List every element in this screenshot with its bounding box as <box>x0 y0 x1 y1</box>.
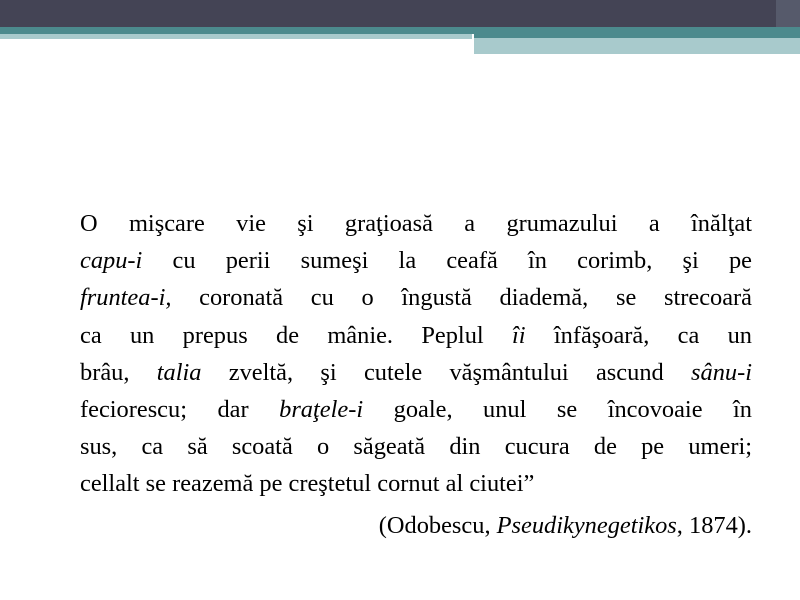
quote-text: feciorescu; dar <box>80 395 280 423</box>
quote-paragraph <box>80 205 752 503</box>
header-band-divider <box>472 34 474 54</box>
quote-line <box>80 242 752 279</box>
header-band-light-right <box>474 38 800 54</box>
citation <box>80 507 752 544</box>
header-band-dark-accent <box>776 0 800 27</box>
citation-close: , 1874). <box>676 512 752 539</box>
quote-line <box>80 279 752 316</box>
quote-line <box>80 391 752 428</box>
quote-italic-word: capu-i <box>80 247 143 275</box>
quote-text: sus, ca să scoată o săgeată din cucura de pe umeri; <box>80 433 752 461</box>
quote-line <box>80 317 752 354</box>
quote-italic-word: îi <box>511 321 526 349</box>
quote-text: ca un prepus de mânie. Peplul <box>80 321 512 349</box>
citation-work-title: Pseudikynegetikos <box>496 512 677 539</box>
quote-text: goale, unul se încovoaie în <box>363 395 752 423</box>
quote-line <box>80 428 752 465</box>
quote-italic-word: talia <box>156 358 202 386</box>
quote-line <box>80 205 752 242</box>
header-band-dark <box>0 0 800 27</box>
quote-italic-word: fruntea-i, <box>80 284 172 312</box>
quote-text: brâu, <box>80 358 157 386</box>
quote-text: cu perii sumeşi la ceafă în corimb, şi pe <box>142 247 752 275</box>
quote-text: coronată cu o îngustă diademă, se strecoară <box>171 284 752 312</box>
quote-text: cellalt se reazemă pe creştetul cornut al ciutei” <box>80 470 535 498</box>
quote-line <box>80 354 752 391</box>
quote-italic-word: sânu-i <box>691 358 752 386</box>
quote-line <box>80 465 752 502</box>
quote-italic-word: braţele-i <box>279 395 364 423</box>
quote-text: înfăşoară, ca un <box>525 321 752 349</box>
header-band-light-left <box>0 34 472 39</box>
citation-open: (Odobescu, <box>378 512 497 539</box>
quote-text: O mişcare vie şi graţioasă a grumazului a înălţat <box>80 210 752 237</box>
quote-text: zveltă, şi cutele văşmântului ascund <box>201 358 692 386</box>
